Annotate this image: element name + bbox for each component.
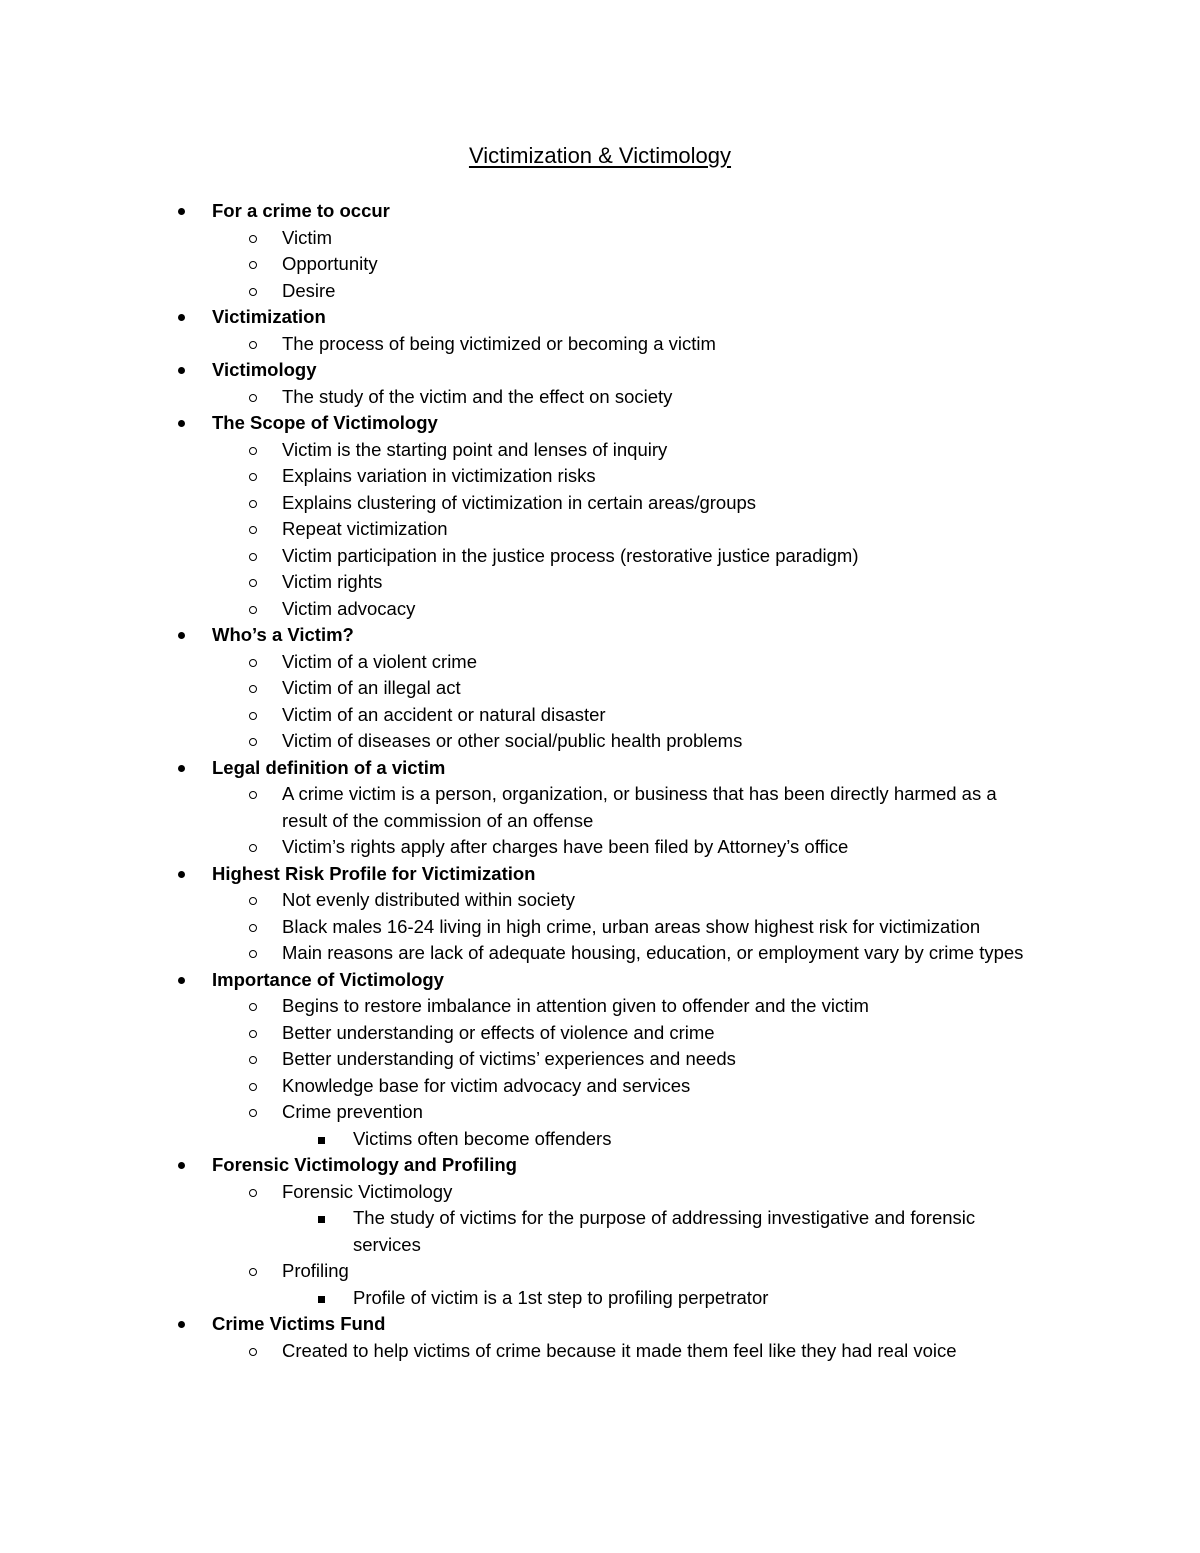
- hollow-bullet-icon: [249, 1348, 257, 1356]
- outline-subitem: [0, 278, 1044, 305]
- outline-subsubitem: [0, 1126, 1043, 1153]
- hollow-bullet-icon: [249, 950, 257, 958]
- outline-text: Victim’s rights apply after charges have been filed by Attorney’s office: [282, 836, 849, 857]
- outline-subitem: [0, 384, 1044, 411]
- outline-heading: [0, 1311, 1044, 1338]
- outline-subitem: [0, 463, 1044, 490]
- outline-text: Victim of an illegal act: [282, 677, 461, 698]
- outline-text: Forensic Victimology and Profiling: [212, 1154, 517, 1175]
- outline-text: Begins to restore imbalance in attention given to offender and the victim: [282, 995, 869, 1016]
- hollow-bullet-icon: [249, 606, 257, 614]
- outline-text: Victimization: [212, 306, 326, 327]
- outline-text: Victims often become offenders: [353, 1127, 612, 1149]
- outline-heading: [0, 410, 1044, 437]
- outline-text: For a crime to occur: [212, 200, 390, 221]
- hollow-bullet-icon: [249, 579, 257, 587]
- outline-subitem: [0, 1020, 1044, 1047]
- outline-subitem: [0, 1046, 1044, 1073]
- square-bullet-icon: [318, 1137, 325, 1144]
- outline-text: Victim of diseases or other social/public health problems: [282, 730, 743, 751]
- outline-text: The study of victims for the purpose of addressing investigative and forensic services: [353, 1207, 976, 1255]
- outline-subitem: [0, 225, 1044, 252]
- outline-heading: [0, 861, 1044, 888]
- outline-subitem: [0, 1179, 1044, 1206]
- outline-text: Opportunity: [282, 253, 378, 274]
- hollow-bullet-icon: [249, 712, 257, 720]
- filled-bullet-icon: [178, 1321, 185, 1328]
- outline-text: Victim: [282, 226, 333, 248]
- square-bullet-icon: [318, 1296, 325, 1303]
- outline-text: Victim advocacy: [282, 597, 416, 619]
- outline-text: Crime prevention: [282, 1101, 423, 1122]
- outline-heading: [0, 967, 1044, 994]
- hollow-bullet-icon: [249, 1268, 257, 1276]
- outline-text: Crime Victims Fund: [212, 1313, 386, 1334]
- outline-heading: [0, 1152, 1044, 1179]
- hollow-bullet-icon: [249, 1083, 257, 1091]
- outline-text: A crime victim is a person, organization, or business that has been directly harmed as a result of the commission of an offense: [282, 783, 997, 831]
- outline-text: Black males 16-24 living in high crime, urban areas show highest risk for victimization: [282, 915, 981, 937]
- outline-text: Better understanding or effects of violence and crime: [282, 1021, 715, 1043]
- document-title: Victimization & Victimology: [468, 143, 732, 168]
- hollow-bullet-icon: [249, 341, 257, 349]
- outline-subitem: [0, 781, 1044, 834]
- outline-text: Profile of victim is a 1st step to profiling perpetrator: [353, 1286, 769, 1308]
- outline-text: The process of being victimized or becoming a victim: [282, 332, 716, 354]
- outline-subitem: [0, 251, 1044, 278]
- outline-text: Created to help victims of crime because it made them feel like they had real voice: [282, 1339, 957, 1361]
- outline-heading: [0, 304, 1044, 331]
- hollow-bullet-icon: [249, 526, 257, 534]
- outline-text: Better understanding of victims’ experiences and needs: [282, 1048, 736, 1069]
- hollow-bullet-icon: [249, 235, 257, 243]
- hollow-bullet-icon: [249, 1056, 257, 1064]
- hollow-bullet-icon: [249, 844, 257, 852]
- hollow-bullet-icon: [249, 659, 257, 667]
- outline-text: Importance of Victimology: [212, 968, 444, 990]
- outline-heading: [0, 198, 1044, 225]
- outline-text: Victim is the starting point and lenses of inquiry: [282, 438, 668, 460]
- outline-subitem: [0, 649, 1044, 676]
- outline-text: The Scope of Victimology: [212, 412, 438, 433]
- outline-text: Explains variation in victimization risks: [282, 465, 596, 486]
- outline-subitem: [0, 490, 1044, 517]
- outline-subitem: [0, 569, 1044, 596]
- outline-text: Victim participation in the justice process (restorative justice paradigm): [282, 544, 859, 566]
- outline-text: Knowledge base for victim advocacy and services: [282, 1074, 691, 1096]
- hollow-bullet-icon: [249, 1003, 257, 1011]
- hollow-bullet-icon: [249, 447, 257, 455]
- outline-subitem: [0, 887, 1044, 914]
- hollow-bullet-icon: [249, 473, 257, 481]
- outline-text: Highest Risk Profile for Victimization: [212, 862, 536, 884]
- filled-bullet-icon: [178, 632, 185, 639]
- square-bullet-icon: [318, 1216, 325, 1223]
- hollow-bullet-icon: [249, 394, 257, 402]
- outline-text: Desire: [282, 279, 336, 301]
- hollow-bullet-icon: [249, 1109, 257, 1117]
- outline-subitem: [0, 834, 1044, 861]
- outline-heading: [0, 622, 1044, 649]
- outline-text: Who’s a Victim?: [212, 624, 354, 645]
- outline-subitem: [0, 1338, 1044, 1365]
- hollow-bullet-icon: [249, 738, 257, 746]
- outline-text: Not evenly distributed within society: [282, 889, 576, 910]
- outline-heading: [0, 357, 1044, 384]
- hollow-bullet-icon: [249, 685, 257, 693]
- outline-text: Victimology: [212, 359, 317, 380]
- hollow-bullet-icon: [249, 553, 257, 561]
- filled-bullet-icon: [178, 871, 185, 878]
- outline-text: Explains clustering of victimization in certain areas/groups: [282, 491, 757, 513]
- outline-subsubitem: [0, 1285, 1043, 1312]
- filled-bullet-icon: [178, 420, 185, 427]
- outline-subitem: [0, 702, 1044, 729]
- outline-text: Main reasons are lack of adequate housing, education, or employment vary by crime types: [282, 942, 1024, 963]
- hollow-bullet-icon: [249, 500, 257, 508]
- outline-subitem: [0, 728, 1044, 755]
- outline-subitem: [0, 1099, 1044, 1126]
- filled-bullet-icon: [178, 977, 185, 984]
- outline-text: Victim of a violent crime: [282, 650, 477, 672]
- filled-bullet-icon: [178, 367, 185, 374]
- outline-text: Victim of an accident or natural disaster: [282, 703, 606, 725]
- outline-text: Victim rights: [282, 571, 383, 592]
- hollow-bullet-icon: [249, 897, 257, 905]
- hollow-bullet-icon: [249, 261, 257, 269]
- filled-bullet-icon: [178, 314, 185, 321]
- outline-text: Profiling: [282, 1260, 349, 1281]
- outline-subitem: [0, 675, 1044, 702]
- filled-bullet-icon: [178, 1162, 185, 1169]
- outline-subitem: [0, 437, 1044, 464]
- hollow-bullet-icon: [249, 1189, 257, 1197]
- filled-bullet-icon: [178, 208, 185, 215]
- outline-subitem: [0, 516, 1044, 543]
- outline-text: Legal definition of a victim: [212, 756, 446, 778]
- outline-subitem: [0, 914, 1044, 941]
- hollow-bullet-icon: [249, 924, 257, 932]
- outline-subitem: [0, 993, 1044, 1020]
- outline-heading: [0, 755, 1044, 782]
- outline-subsubitem: [0, 1205, 1043, 1258]
- outline-text: The study of the victim and the effect on society: [282, 385, 673, 407]
- outline-subitem: [0, 1073, 1044, 1100]
- hollow-bullet-icon: [249, 1030, 257, 1038]
- outline-list: [0, 198, 1200, 1364]
- hollow-bullet-icon: [249, 288, 257, 296]
- outline-text: Forensic Victimology: [282, 1180, 453, 1202]
- hollow-bullet-icon: [249, 791, 257, 799]
- outline-subitem: [0, 331, 1044, 358]
- filled-bullet-icon: [178, 765, 185, 772]
- outline-subitem: [0, 940, 1044, 967]
- outline-subitem: [0, 596, 1044, 623]
- outline-subitem: [0, 543, 1044, 570]
- outline-text: Repeat victimization: [282, 518, 448, 539]
- outline-subitem: [0, 1258, 1044, 1285]
